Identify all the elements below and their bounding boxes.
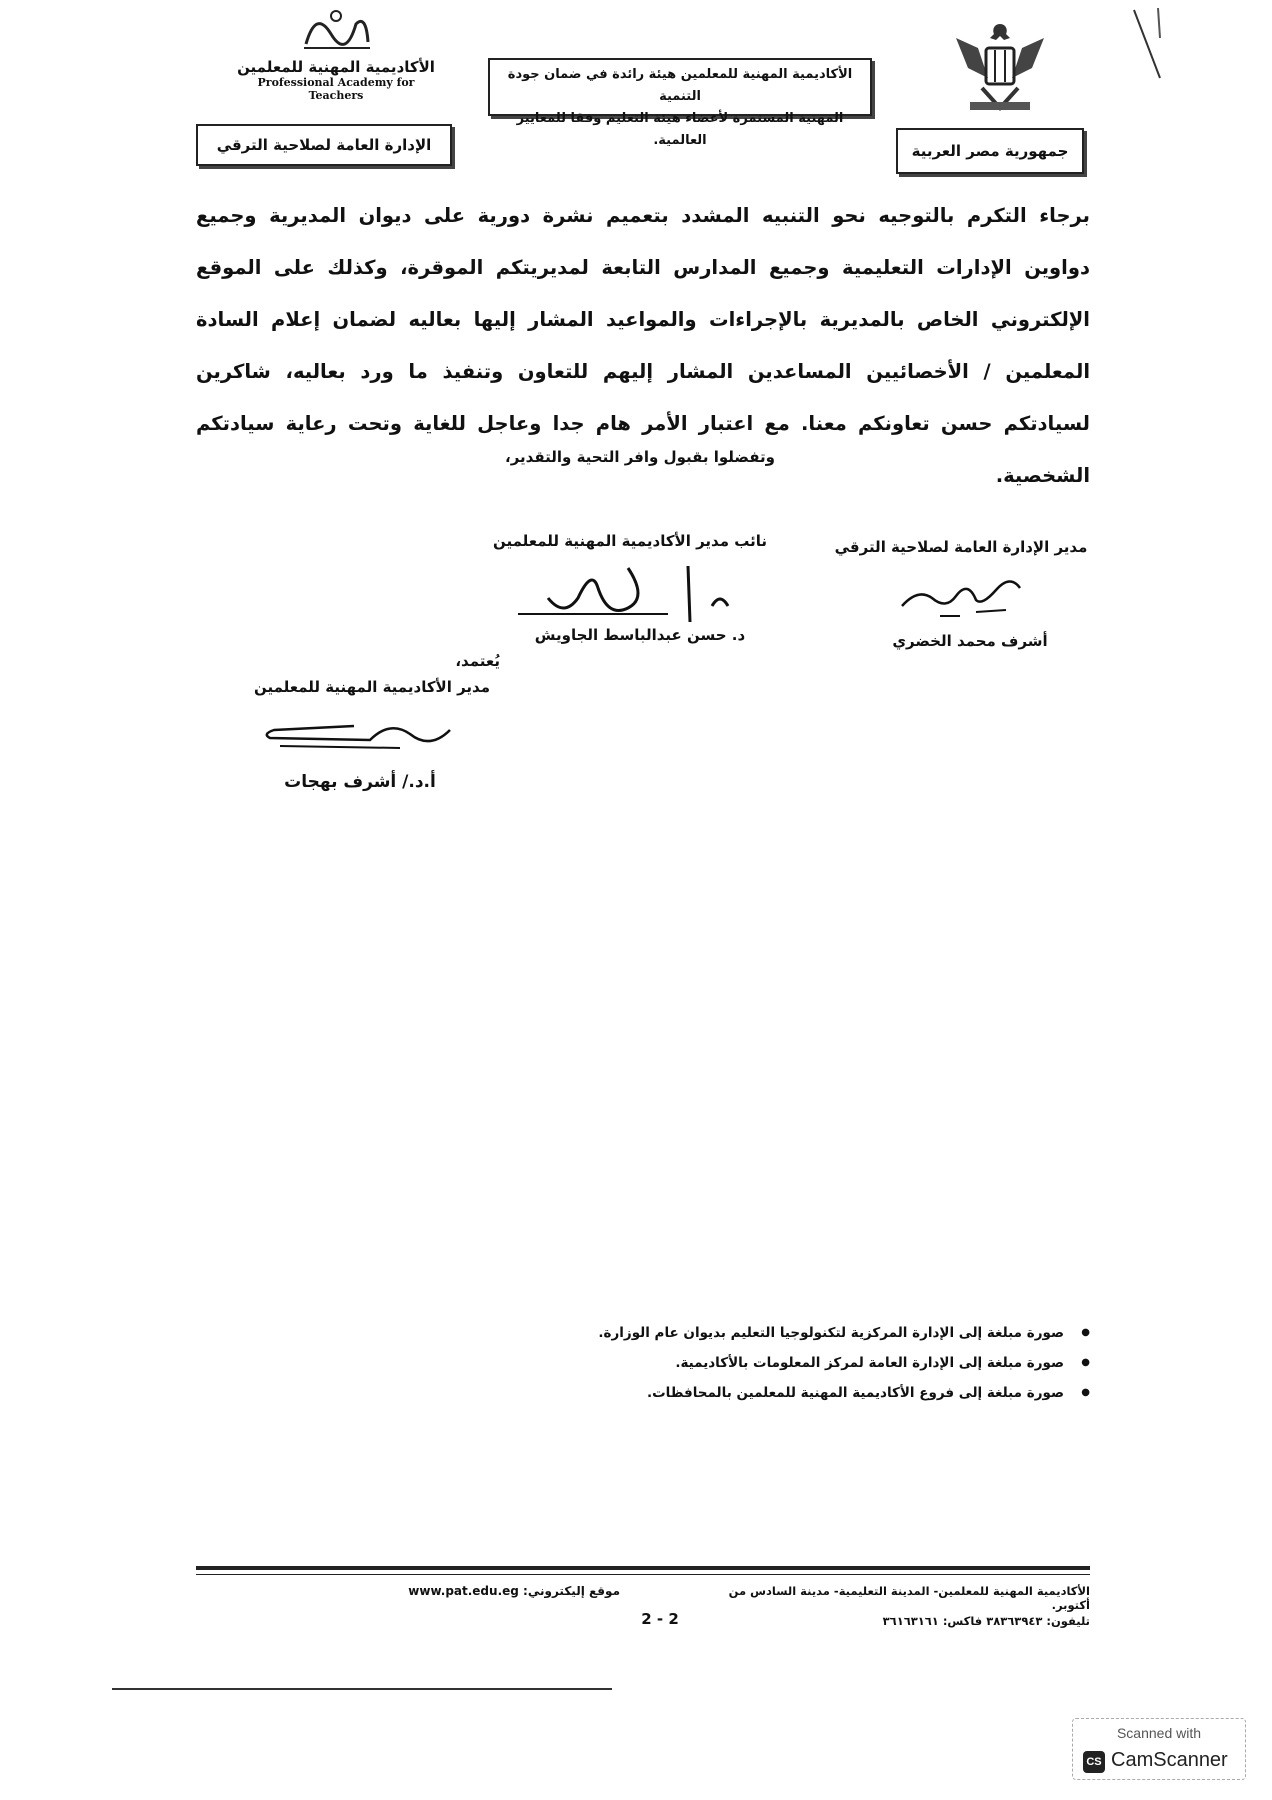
academy-name-arabic: الأكاديمية المهنية للمعلمين: [237, 58, 435, 76]
academy-motto-box: [488, 58, 872, 148]
scan-corner-mark: [1130, 8, 1170, 88]
camscanner-name: CamScanner: [1111, 1749, 1228, 1771]
egypt-eagle-emblem: [948, 18, 1052, 114]
motto-line-1: الأكاديمية المهنية للمعلمين هيئة رائدة في ضمان جودة التنمية: [507, 67, 853, 104]
camscanner-caption: Scanned with: [1116, 1725, 1202, 1741]
department-box: [196, 124, 452, 166]
motto-line-2: المهنية المستمرة لأعضاء هيئة التعليم وفقا للمعايير العالمية.: [516, 111, 844, 148]
footer-phone-fax: تليفون: ٣٨٣٦٣٩٤٣ فاكس: ٣٦١٦٣١٦١: [882, 1614, 1090, 1628]
footer-website: [320, 1584, 620, 1598]
approver-title: مدير الأكاديمية المهنية للمعلمين: [253, 678, 490, 696]
signature-approver-scrawl: [240, 716, 460, 760]
signature-right-scrawl: [880, 568, 1030, 628]
camscanner-icon: CS: [1083, 1751, 1105, 1773]
footer-address: الأكاديمية المهنية للمعلمين- المدينة التعليمية- مدينة السادس من أكتوبر.: [728, 1584, 1090, 1612]
academy-logo-mark: [296, 4, 376, 54]
bottom-rule: [112, 1688, 612, 1690]
academy-logo: [236, 4, 436, 100]
signatory-middle-title: نائب مدير الأكاديمية المهنية للمعلمين: [492, 532, 767, 550]
copy-item-1: ● صورة مبلغة إلى الإدارة المركزية لتكنولوجيا التعليم بديوان عام الوزارة.: [560, 1318, 1090, 1348]
footer-rule-thick: [196, 1566, 1090, 1570]
country-name: جمهورية مصر العربية: [911, 142, 1069, 160]
approval-label: يُعتمد،: [455, 652, 500, 670]
footer-rule-thin: [196, 1574, 1090, 1575]
page-number: 2 - 2: [641, 1610, 679, 1628]
footer-website-url[interactable]: www.pat.edu.eg: [408, 1584, 519, 1598]
letter-body-paragraph: برجاء التكرم بالتوجيه نحو التنبيه المشدد بتعميم نشرة دورية على ديوان المديرية وجميع دواوين الإدارات التعليمية وجميع المدارس التابعة لمديريتكم الموقرة، وكذلك على الموقع الإلكتروني الخاص بالمديرية بالإجراءات والمواعيد المشار إليها بعاليه لضمان إعلام السادة المعلمين / الأخصائيين المساعدين المشار إليهم للتعاون وتنفيذ ما ورد بعاليه، شاكرين لسيادتكم حسن تعاونكم معنا. مع اعتبار الأمر هام جدا وعاجل للغاية وتحت رعاية سيادتكم الشخصية.: [196, 204, 1090, 487]
footer-website-label: موقع إليكتروني:: [523, 1584, 620, 1598]
country-label-box: [896, 128, 1084, 174]
signatory-right-name: أشرف محمد الخضري: [892, 632, 1048, 650]
approver-name: أ.د./ أشرف بهجات: [284, 772, 436, 792]
signatory-middle-name: د. حسن عبدالباسط الجاويش: [534, 626, 746, 644]
copy-item-2: ● صورة مبلغة إلى الإدارة العامة لمركز المعلومات بالأكاديمية.: [560, 1348, 1090, 1378]
signatory-right-title: مدير الإدارة العامة لصلاحية الترقي: [834, 538, 1088, 556]
camscanner-badge: [1072, 1718, 1246, 1780]
copies-list: [560, 1318, 1090, 1408]
copy-item-3: ● صورة مبلغة إلى فروع الأكاديمية المهنية للمعلمين بالمحافظات.: [560, 1378, 1090, 1408]
closing-salutation: وتفضلوا بقبول وافر التحية والتقدير،: [505, 448, 775, 466]
department-name: الإدارة العامة لصلاحية الترقي: [216, 136, 432, 154]
academy-name-english: Professional Academy for Teachers: [257, 76, 415, 102]
signature-middle-scrawl: [508, 556, 738, 632]
